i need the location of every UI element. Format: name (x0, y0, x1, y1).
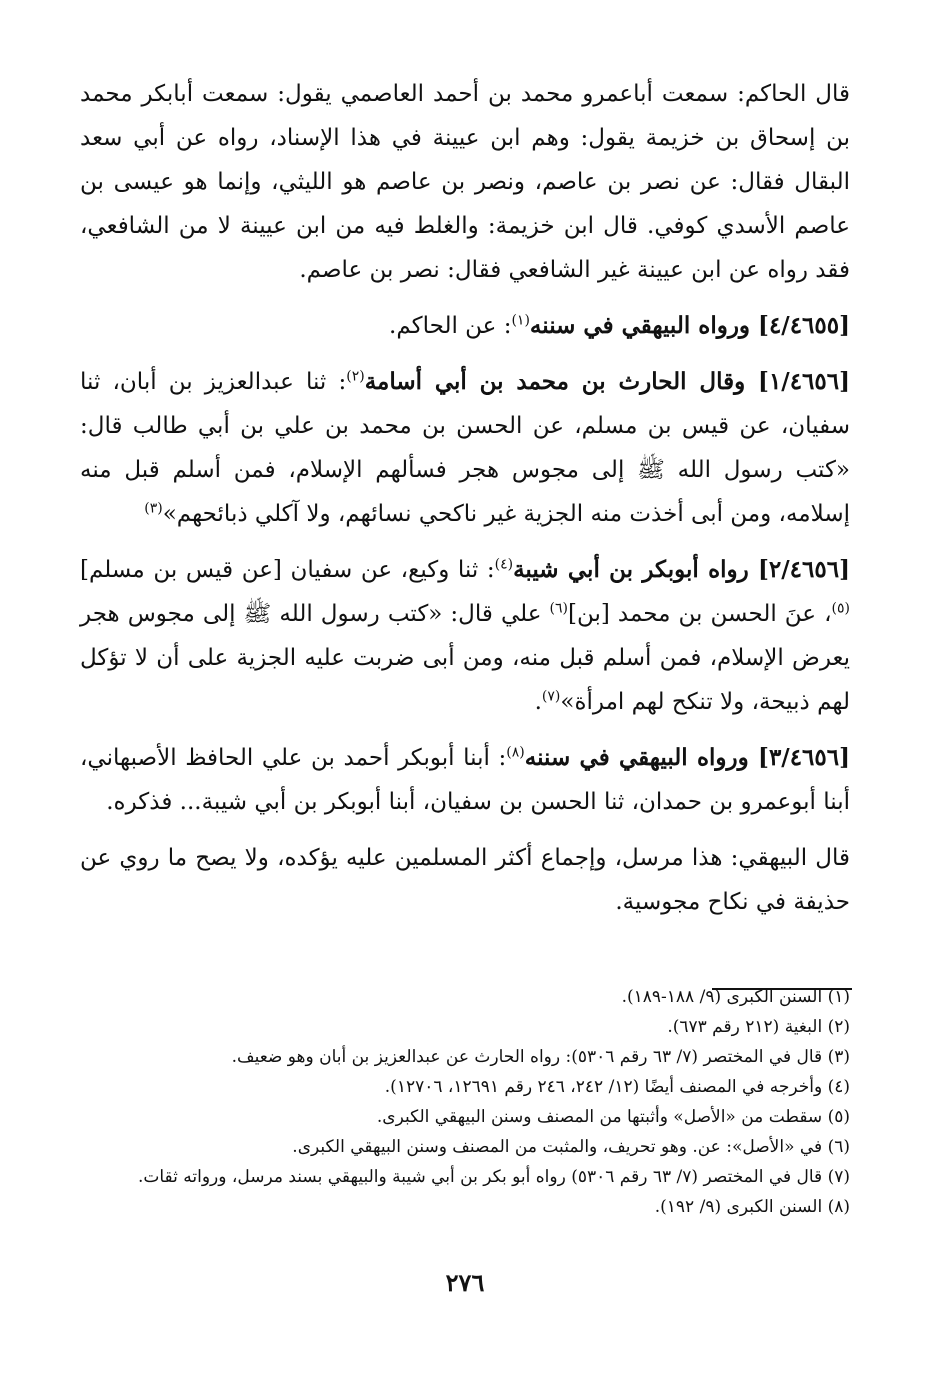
footnote-ref: (١) (511, 312, 530, 329)
paragraph-bayhaqi-comment (80, 836, 850, 924)
hadith-number-label: [٤/٤٦٥٥] ورواه البيهقي في سننه (529, 312, 850, 339)
footnote-ref: (٢) (346, 368, 365, 385)
paragraph-text: ، عنَ الحسن بن محمد [بن] (567, 601, 832, 627)
footnote-ref: (٦) (549, 600, 568, 617)
footnote-ref: (٣) (144, 500, 163, 517)
paragraph-4656-2 (80, 548, 850, 724)
footnote-ref: (٨) (506, 744, 525, 761)
footnote: (٧) قال في المختصر (٧/ ٦٣ رقم ٥٣٠٦) رواه أبو بكر بن أبي شيبة والبيهقي بسند مرسل، ورواته ثقات. (137, 1167, 850, 1187)
footnote: (٤) وأخرجه في المصنف أيضًا (١٢/ ٢٤٢، ٢٤٦ رقم ١٢٦٩١، ١٢٧٠٦). (384, 1077, 850, 1097)
paragraph-4656-3 (80, 736, 850, 824)
paragraph-text: قال البيهقي: هذا مرسل، وإجماع أكثر المسلمين عليه يؤكده، ولا يصح ما روي عن حذيفة في نكاح مجوسية. (80, 845, 850, 915)
footnote: (١) السنن الكبرى (٩/ ١٨٨-١٨٩). (621, 987, 850, 1007)
paragraph-text: : عن الحاكم. (389, 313, 512, 339)
paragraph-text: قال الحاكم: سمعت أباعمرو محمد بن أحمد العاصمي يقول: سمعت أبابكر محمد بن إسحاق بن خزيمة يقول: وهم ابن عيينة في هذا الإسناد، رواه عن أبي سعد البقال فقال: عن نصر بن عاصم، ونصر بن عاصم هو الليثي، وإنما هو عيسى بن عاصم الأسدي كوفي. قال ابن خزيمة: والغلط فيه من ابن عيينة لا من الشافعي، فقد رواه عن ابن عيينة غير الشافعي فقال: نصر بن عاصم. (80, 81, 850, 283)
footnote: (٢) البغية (٢١٢ رقم ٦٧٣). (667, 1017, 850, 1037)
main-text (80, 72, 850, 936)
footnote: (٦) في «الأصل»: عن. وهو تحريف، والمثبت من المصنف وسنن البيهقي الكبرى. (292, 1137, 850, 1157)
paragraph-text: علي قال: «كتب رسول الله ﷺ إلى مجوس هجر يعرض الإسلام، فمن أسلم قبل منه، ومن أبى ضربت عليه الجزية على أن لا تؤكل لهم ذبيحة، ولا تنكح لهم امرأة» (80, 601, 850, 715)
footnote: (٥) سقطت من «الأصل» وأثبتها من المصنف وسنن البيهقي الكبرى. (376, 1107, 850, 1127)
footnote-ref: (٥) (831, 600, 850, 617)
hadith-number-label: [٣/٤٦٥٦] ورواه البيهقي في سننه (524, 744, 850, 771)
paragraph-text: : ثنا عبدالعزيز بن أبان، ثنا سفيان، عن قيس بن مسلم، عن الحسن بن محمد بن علي بن أبي طالب قال: «كتب رسول الله ﷺ إلى مجوس هجر فسألهم الإسلام، فمن أسلم قبل منه إسلامه، ومن أبى أخذت منه الجزية غير ناكحي نسائهم، ولا آكلي ذبائحهم» (80, 369, 850, 527)
hadith-number-label: [١/٤٦٥٦] وقال الحارث بن محمد بن أبي أسامة (364, 368, 850, 395)
footnote-ref: (٤) (494, 556, 514, 573)
paragraph-text: : ثنا وكيع، عن سفيان [عن قيس بن مسلم] (80, 557, 495, 583)
footnote: (٨) السنن الكبرى (٩/ ١٩٢). (654, 1197, 850, 1217)
paragraph-text: : أبنا أبوبكر أحمد بن علي الحافظ الأصبهاني، أبنا أبوعمرو بن حمدان، ثنا الحسن بن سفيان، أبنا أبوبكر بن أبي شيبة... فذكره. (80, 745, 850, 815)
paragraph-text: . (534, 689, 542, 715)
page-number: ٢٧٦ (445, 1268, 485, 1297)
paragraph-4655-4 (80, 304, 850, 348)
footnote: (٣) قال في المختصر (٧/ ٦٣ رقم ٥٣٠٦): رواه الحارث عن عبدالعزيز بن أبان وهو ضعيف. (231, 1047, 850, 1067)
paragraph-hakim-quote (80, 72, 850, 292)
hadith-number-label: [٢/٤٦٥٦] رواه أبوبكر بن أبي شيبة (513, 556, 850, 583)
footnotes (80, 982, 850, 1222)
paragraph-4656-1 (80, 360, 850, 536)
footnote-ref: (٧) (541, 688, 561, 705)
